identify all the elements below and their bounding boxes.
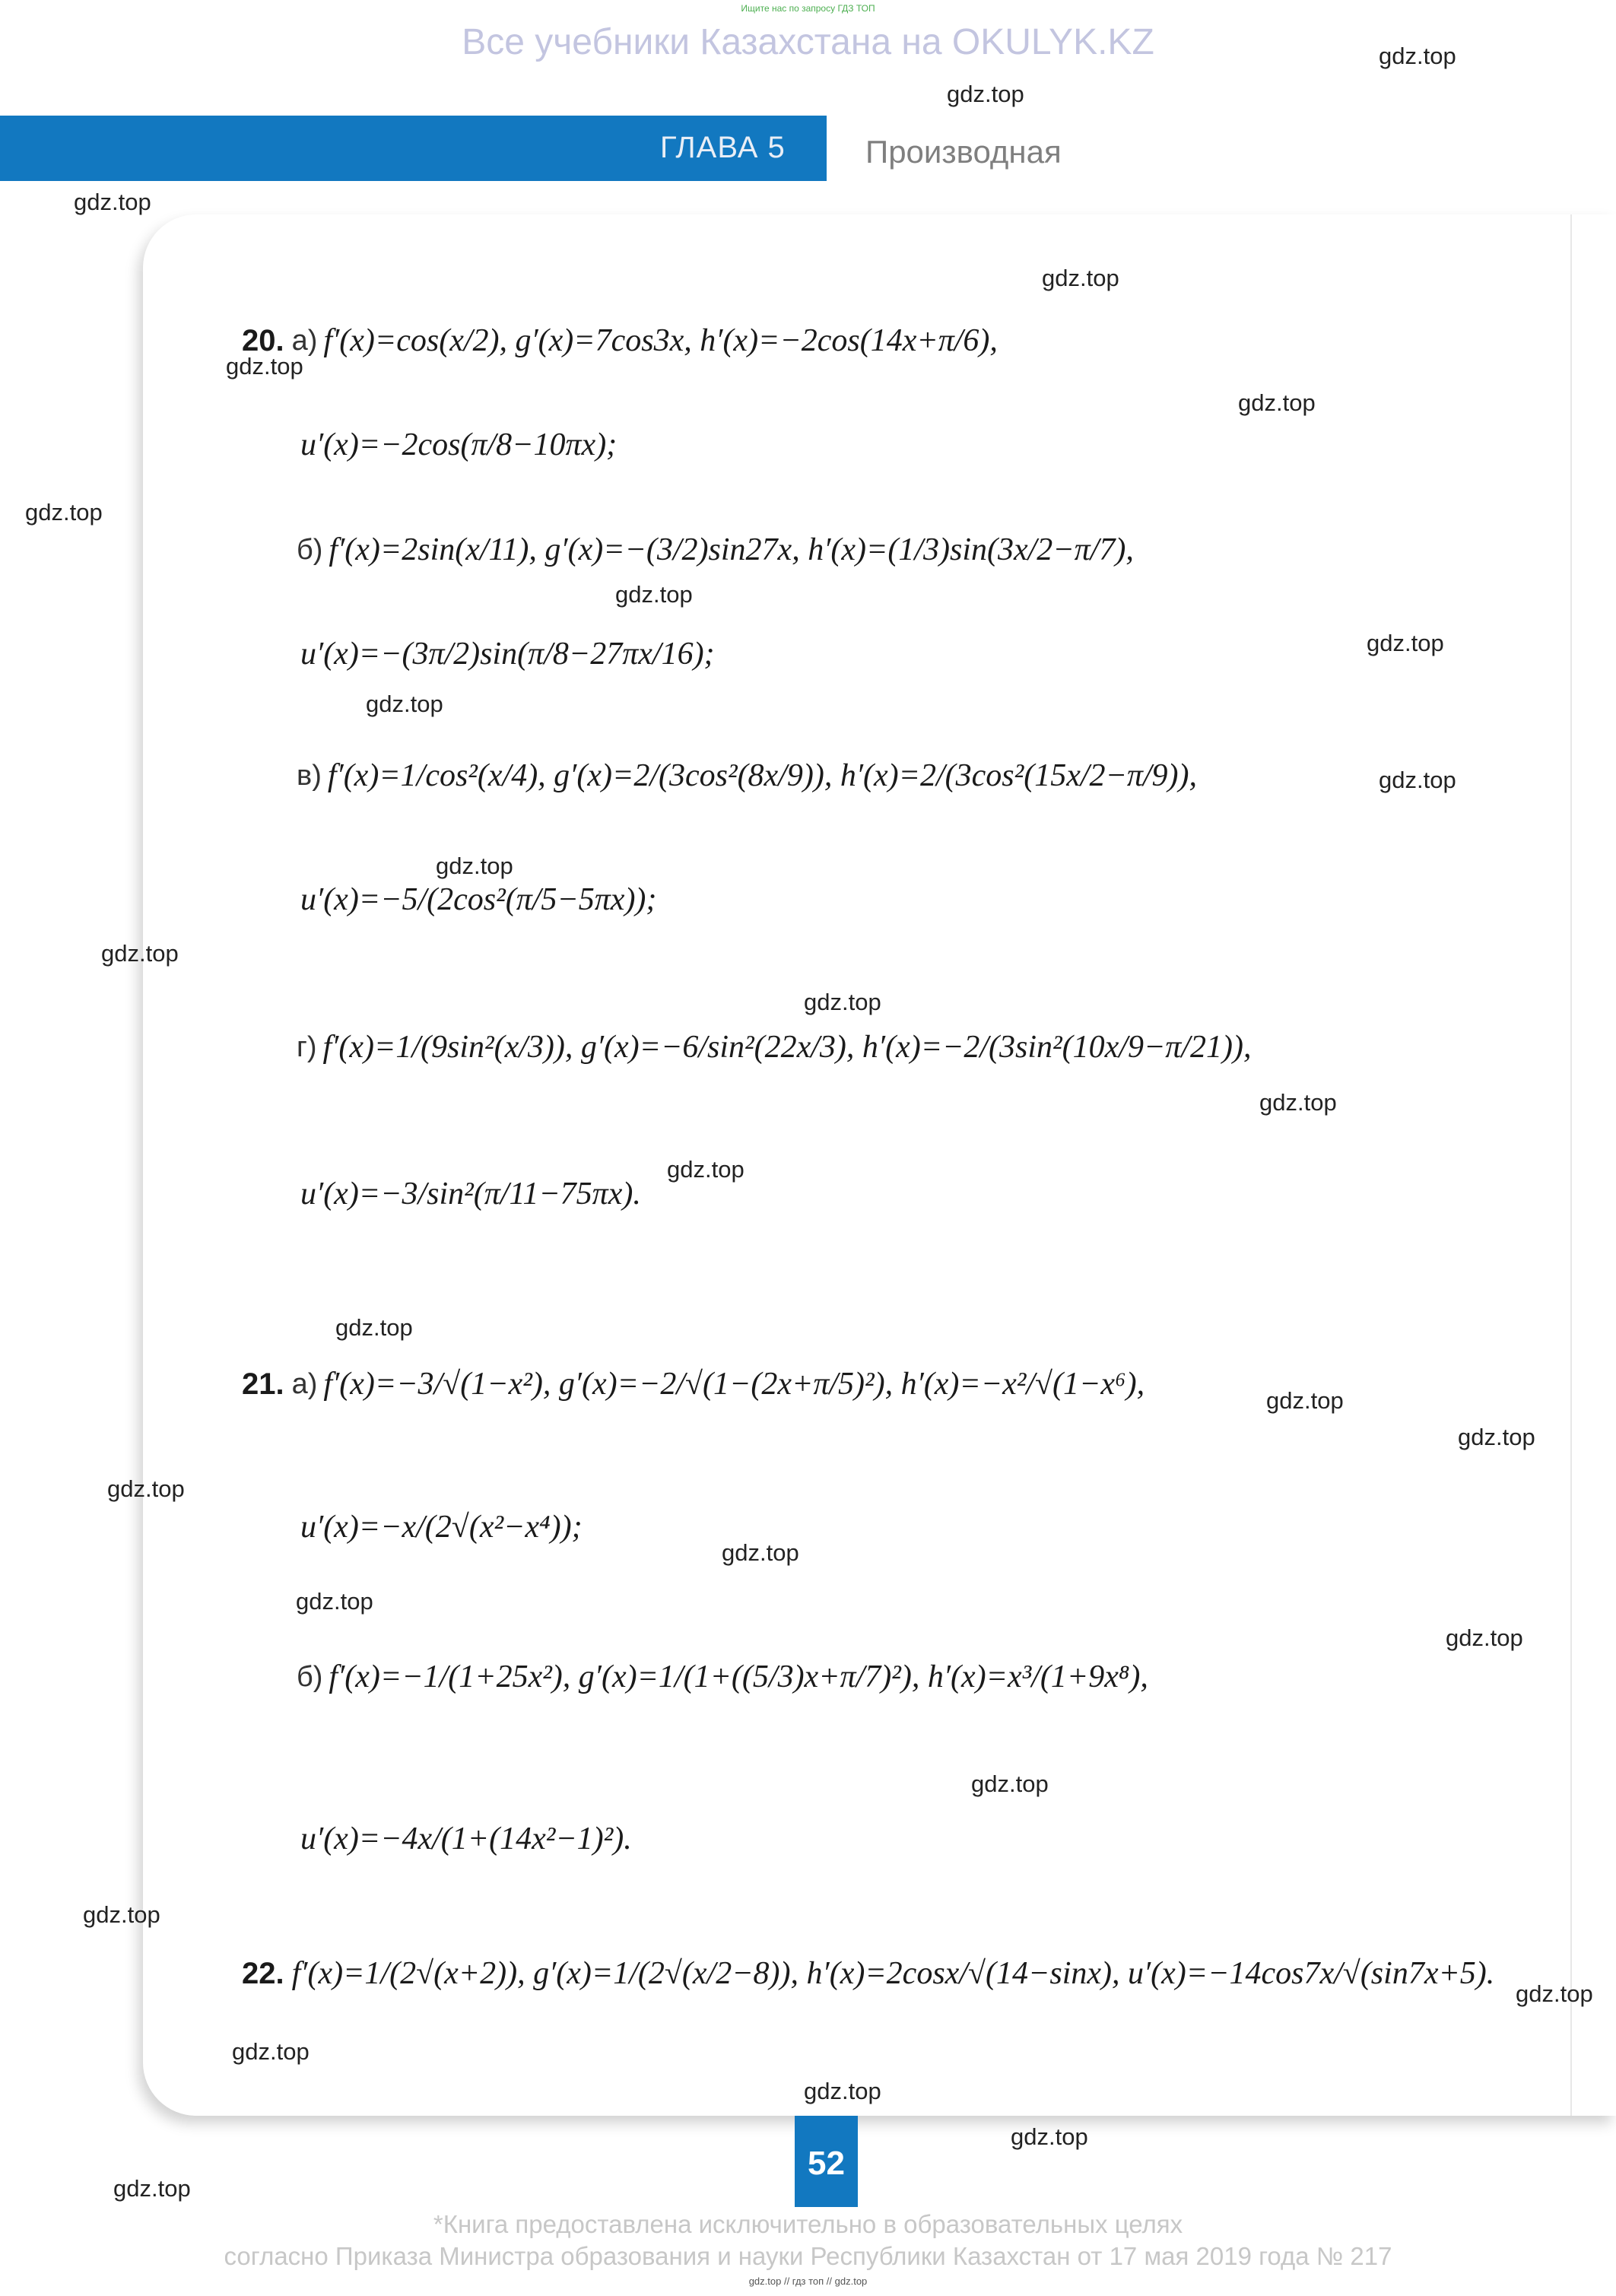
watermark: gdz.top <box>366 691 443 717</box>
footer-tiny: gdz.top // гдз топ // gdz.top <box>748 2275 868 2287</box>
page-number: 52 <box>808 2145 845 2182</box>
watermark: gdz.top <box>113 2175 191 2202</box>
formula: f′(x)=−3/√(1−x²), g′(x)=−2/√(1−(2x+π/5)²), h′(x)=−x²/√(1−x⁶), <box>323 1367 1145 1402</box>
watermark: gdz.top <box>1367 630 1444 656</box>
site-banner[interactable]: Все учебники Казахстана на OKULYK.KZ <box>462 22 1154 62</box>
part-label: в) <box>297 759 322 792</box>
problem-number: 22. <box>242 1956 284 1990</box>
chapter-label: ГЛАВА 5 <box>660 131 786 164</box>
watermark: gdz.top <box>1266 1387 1344 1414</box>
watermark: gdz.top <box>335 1314 413 1341</box>
watermark: gdz.top <box>667 1156 745 1183</box>
watermark: gdz.top <box>107 1475 185 1502</box>
watermark: gdz.top <box>83 1901 160 1928</box>
watermark: gdz.top <box>436 853 513 879</box>
formula: u′(x)=−4x/(1+(14x²−1)²). <box>300 1821 632 1856</box>
problem-number: 20. <box>242 323 284 357</box>
formula: f′(x)=2sin(x/11), g′(x)=−(3/2)sin27x, h′(x)=(1/3)sin(3x/2−π/7), <box>329 532 1134 567</box>
search-hint: Ищите нас по запросу ГДЗ ТОП <box>741 3 875 14</box>
watermark: gdz.top <box>1516 1980 1593 2007</box>
watermark: gdz.top <box>804 2078 881 2104</box>
watermark: gdz.top <box>101 940 179 967</box>
watermark: gdz.top <box>1042 265 1119 291</box>
chapter-title: Производная <box>865 134 1062 170</box>
watermark: gdz.top <box>615 581 693 608</box>
formula: f′(x)=1/(2√(x+2)), g′(x)=1/(2√(x/2−8)), h′(x)=2cosx/√(14−sinx), u′(x)=−14cos7x/√(sin7x+5). <box>291 1956 1495 1991</box>
formula: u′(x)=−(3π/2)sin(π/8−27πx/16); <box>300 637 715 672</box>
formula: f′(x)=−1/(1+25x²), g′(x)=1/(1+((5/3)x+π/7)²), h′(x)=x³/(1+9x⁸), <box>329 1659 1148 1694</box>
watermark: gdz.top <box>1379 767 1456 793</box>
problem-number: 21. <box>242 1367 284 1401</box>
watermark: gdz.top <box>971 1770 1049 1797</box>
formula: f′(x)=1/cos²(x/4), g′(x)=2/(3cos²(8x/9)), h′(x)=2/(3cos²(15x/2−π/9)), <box>327 758 1198 793</box>
watermark: gdz.top <box>1259 1089 1337 1116</box>
watermark: gdz.top <box>1379 43 1456 69</box>
watermark: gdz.top <box>232 2038 310 2065</box>
part-label: б) <box>297 1660 323 1693</box>
formula: u′(x)=−3/sin²(π/11−75πx). <box>300 1177 641 1212</box>
watermark: gdz.top <box>1446 1624 1523 1651</box>
card-edge <box>1570 214 1572 2116</box>
part-label: г) <box>297 1031 317 1063</box>
footer-line-2: согласно Приказа Министра образования и науки Республики Казахстан от 17 мая 2019 года № 217 <box>224 2242 1392 2270</box>
watermark: gdz.top <box>226 353 303 379</box>
formula: f′(x)=1/(9sin²(x/3)), g′(x)=−6/sin²(22x/3), h′(x)=−2/(3sin²(10x/9−π/21)), <box>322 1030 1252 1065</box>
watermark: gdz.top <box>722 1539 799 1566</box>
formula: u′(x)=−x/(2√(x²−x⁴)); <box>300 1510 583 1545</box>
formula: f′(x)=cos(x/2), g′(x)=7cos3x, h′(x)=−2cos(14x+π/6), <box>323 323 998 358</box>
watermark: gdz.top <box>74 189 151 215</box>
part-label: б) <box>297 533 323 566</box>
watermark: gdz.top <box>1458 1424 1535 1450</box>
watermark: gdz.top <box>296 1588 373 1615</box>
part-label: а) <box>291 1367 318 1400</box>
formula: u′(x)=−5/(2cos²(π/5−5πx)); <box>300 882 657 917</box>
formula: u′(x)=−2cos(π/8−10πx); <box>300 427 618 462</box>
part-label: а) <box>291 324 318 357</box>
watermark: gdz.top <box>25 499 103 526</box>
watermark: gdz.top <box>947 81 1024 107</box>
footer-line-1: *Книга предоставлена исключительно в образовательных целях <box>433 2210 1183 2238</box>
watermark: gdz.top <box>1238 389 1316 416</box>
watermark: gdz.top <box>804 989 881 1015</box>
watermark: gdz.top <box>1011 2123 1088 2150</box>
